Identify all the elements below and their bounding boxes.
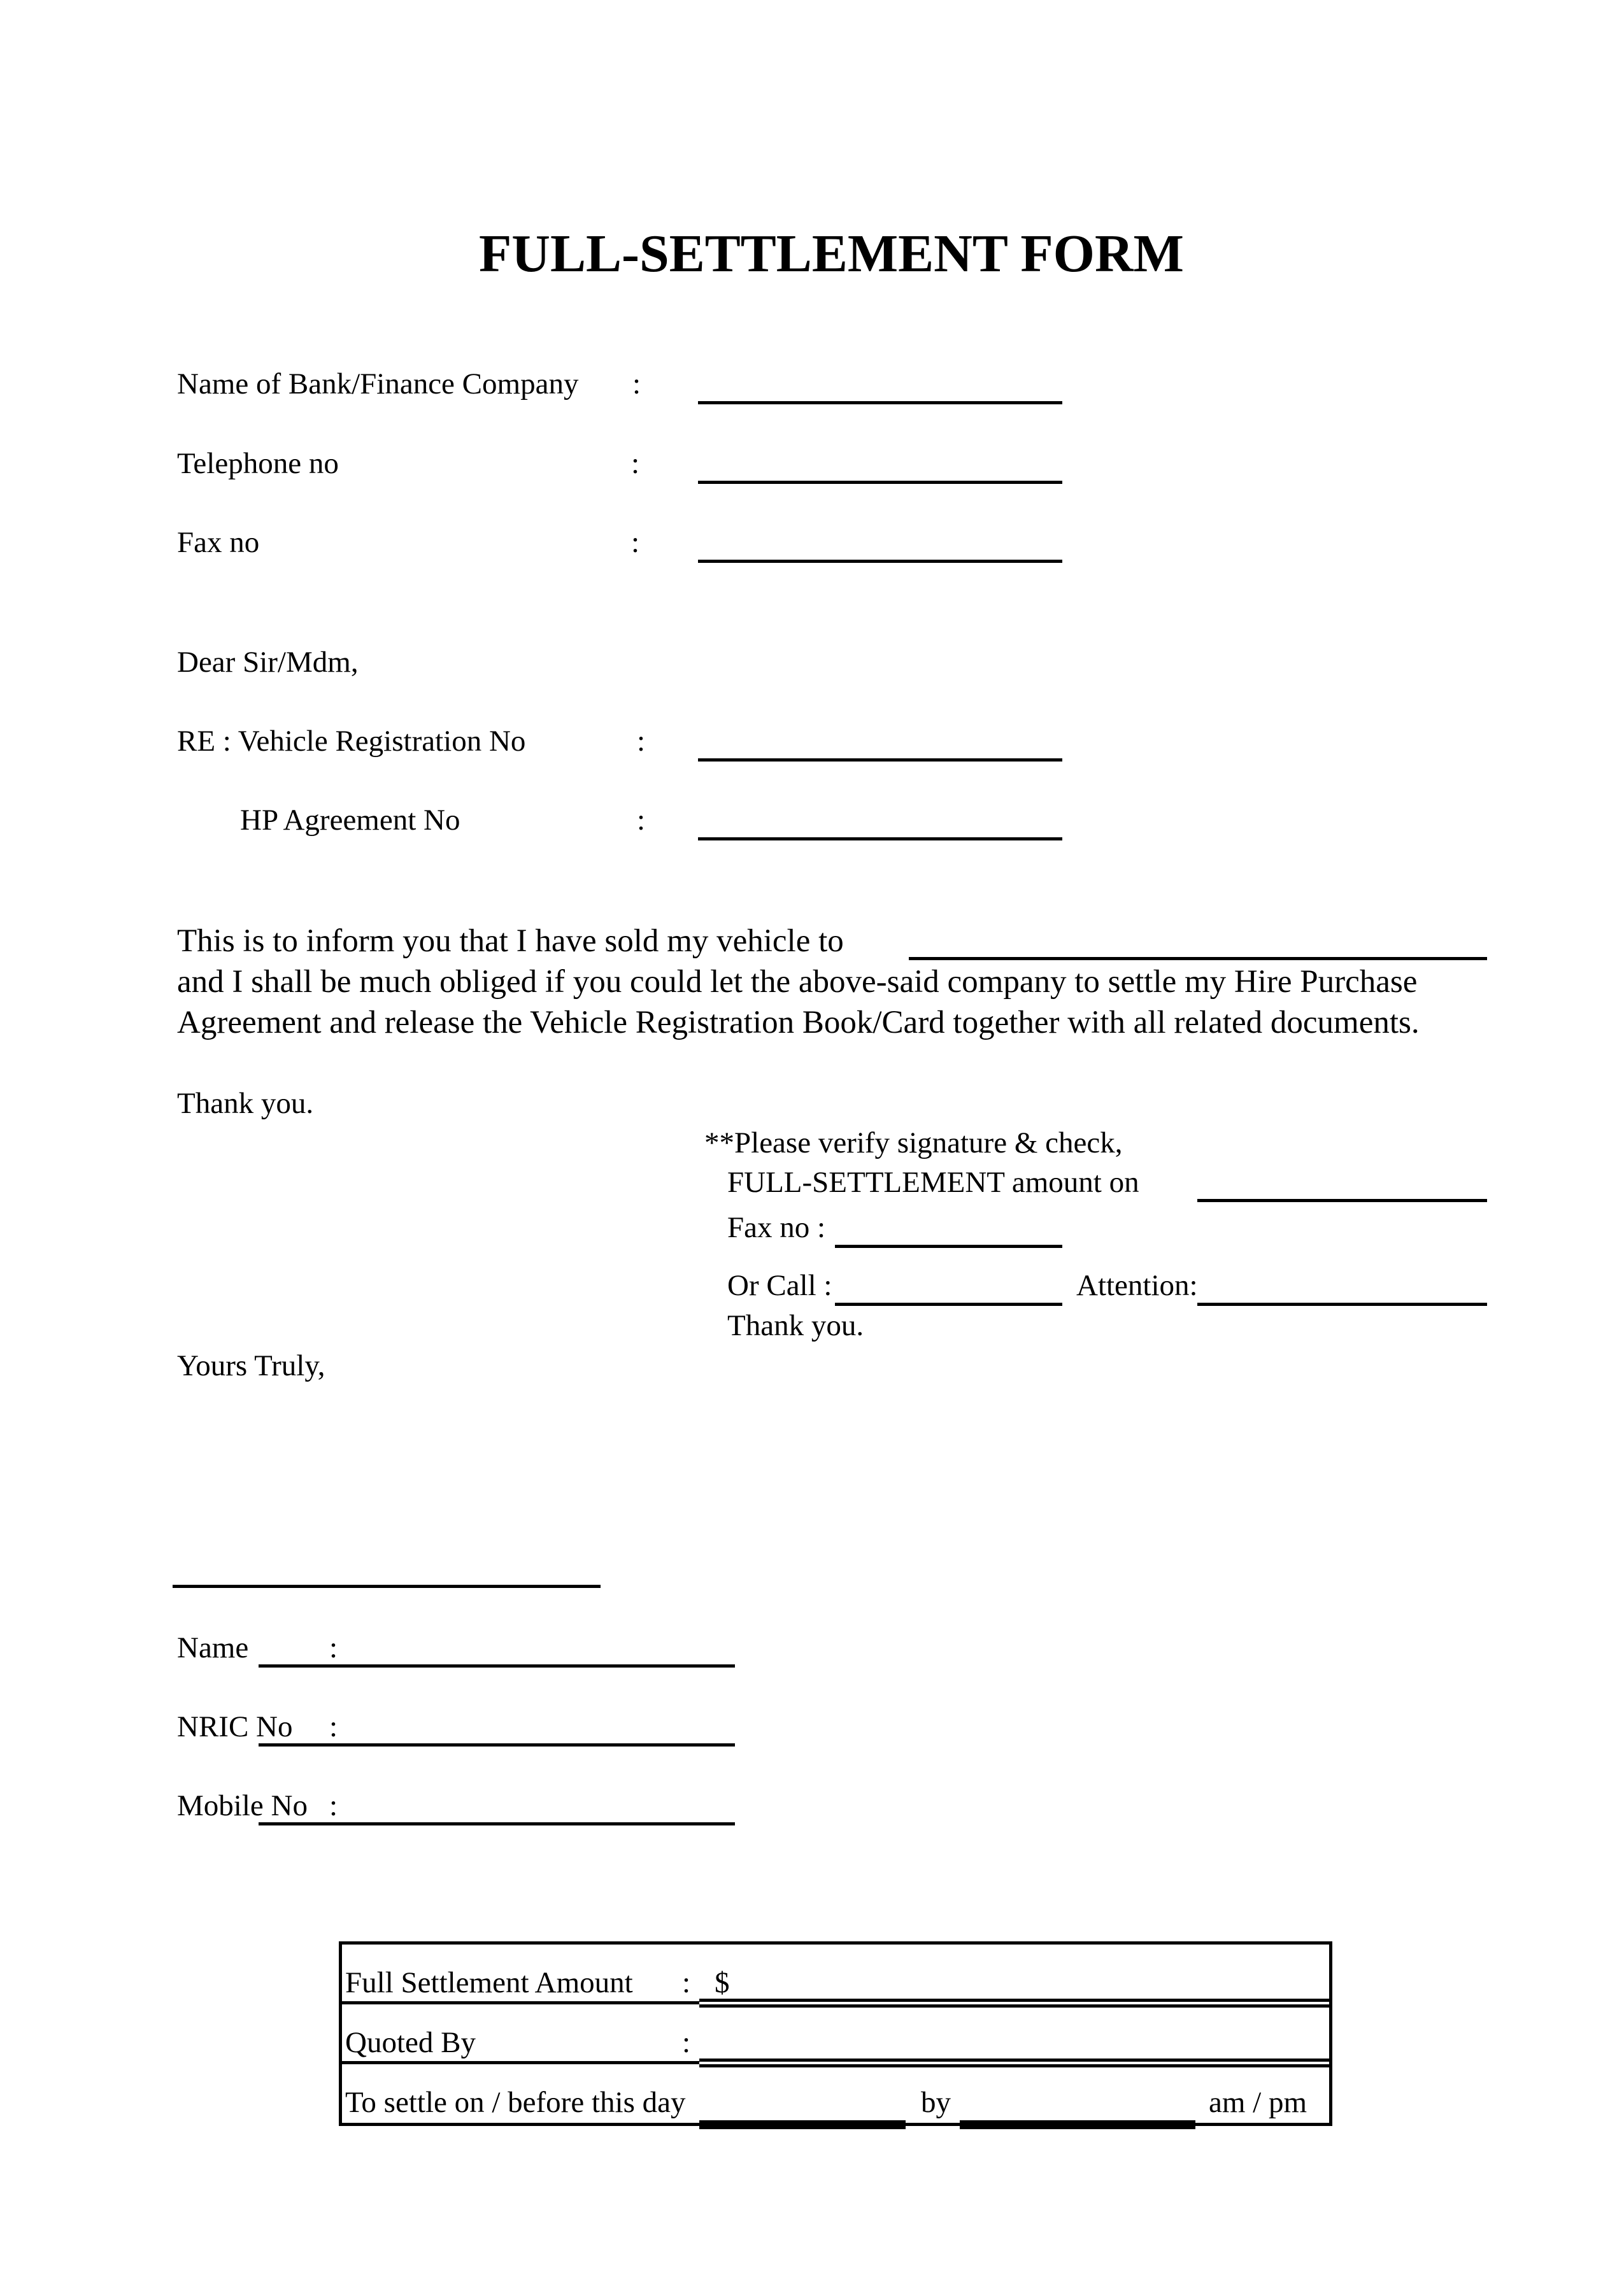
nric-label: NRIC No — [177, 1710, 293, 1743]
telephone-separator: : — [631, 447, 640, 480]
signer-name-label: Name — [177, 1631, 249, 1664]
bank-name-field[interactable] — [698, 401, 1062, 404]
salutation: Dear Sir/Mdm, — [177, 646, 359, 679]
amount-field[interactable] — [699, 1999, 1329, 2008]
quoted-by-field[interactable] — [699, 2059, 1329, 2067]
settle-by-label: by — [921, 2086, 951, 2119]
note-call-field[interactable] — [835, 1303, 1062, 1306]
hp-agreement-label: HP Agreement No — [240, 804, 460, 837]
settle-time-field[interactable] — [960, 2120, 1195, 2129]
fax-separator: : — [631, 526, 640, 559]
note-fax-field[interactable] — [835, 1245, 1062, 1248]
signature-field[interactable] — [173, 1585, 601, 1588]
amount-on-field[interactable] — [1197, 1199, 1487, 1202]
settle-date-field[interactable] — [699, 2120, 906, 2129]
nric-field[interactable] — [259, 1743, 735, 1747]
mobile-separator: : — [329, 1789, 338, 1822]
note-attention-field[interactable] — [1197, 1303, 1487, 1306]
body-line-3: Agreement and release the Vehicle Registration Book/Card together with all related documents. — [177, 1005, 1420, 1040]
note-line-2: FULL-SETTLEMENT amount on — [727, 1166, 1139, 1199]
body-line-1: This is to inform you that I have sold my vehicle to — [177, 923, 844, 959]
telephone-label: Telephone no — [177, 447, 339, 480]
signer-name-separator: : — [329, 1631, 338, 1664]
mobile-field[interactable] — [259, 1822, 735, 1825]
fax-field[interactable] — [698, 560, 1062, 563]
amount-label: Full Settlement Amount — [345, 1966, 633, 1999]
closing: Yours Truly, — [177, 1349, 325, 1382]
box-row-divider — [339, 2001, 699, 2004]
quoted-by-label: Quoted By — [345, 2026, 476, 2059]
currency-symbol: $ — [715, 1966, 730, 1999]
signer-name-field[interactable] — [259, 1664, 735, 1668]
fax-label: Fax no — [177, 526, 260, 559]
note-thank-you: Thank you. — [727, 1309, 864, 1342]
hp-agreement-separator: : — [637, 804, 646, 837]
vehicle-registration-separator: : — [637, 725, 646, 758]
nric-separator: : — [329, 1710, 338, 1743]
settle-label: To settle on / before this day — [345, 2086, 686, 2119]
thank-you-text: Thank you. — [177, 1087, 314, 1120]
note-fax-label: Fax no : — [727, 1211, 826, 1244]
vehicle-registration-label: RE : Vehicle Registration No — [177, 725, 526, 758]
page-title: FULL-SETTLEMENT FORM — [479, 224, 1184, 283]
ampm-label: am / pm — [1209, 2086, 1307, 2119]
bank-name-label: Name of Bank/Finance Company — [177, 367, 579, 400]
body-line-2: and I shall be much obliged if you could let the above-said company to settle my Hire Purchase — [177, 964, 1418, 1000]
telephone-field[interactable] — [698, 481, 1062, 484]
vehicle-registration-field[interactable] — [698, 758, 1062, 762]
hp-agreement-field[interactable] — [698, 837, 1062, 840]
amount-separator: : — [682, 1966, 691, 1999]
note-attention-label: Attention: — [1076, 1269, 1198, 1302]
mobile-label: Mobile No — [177, 1789, 308, 1822]
note-line-1: **Please verify signature & check, — [704, 1126, 1123, 1159]
box-row-divider — [339, 2061, 699, 2064]
note-call-label: Or Call : — [727, 1269, 832, 1302]
buyer-field[interactable] — [909, 957, 1487, 960]
quoted-by-separator: : — [682, 2026, 691, 2059]
bank-name-separator: : — [632, 367, 641, 400]
